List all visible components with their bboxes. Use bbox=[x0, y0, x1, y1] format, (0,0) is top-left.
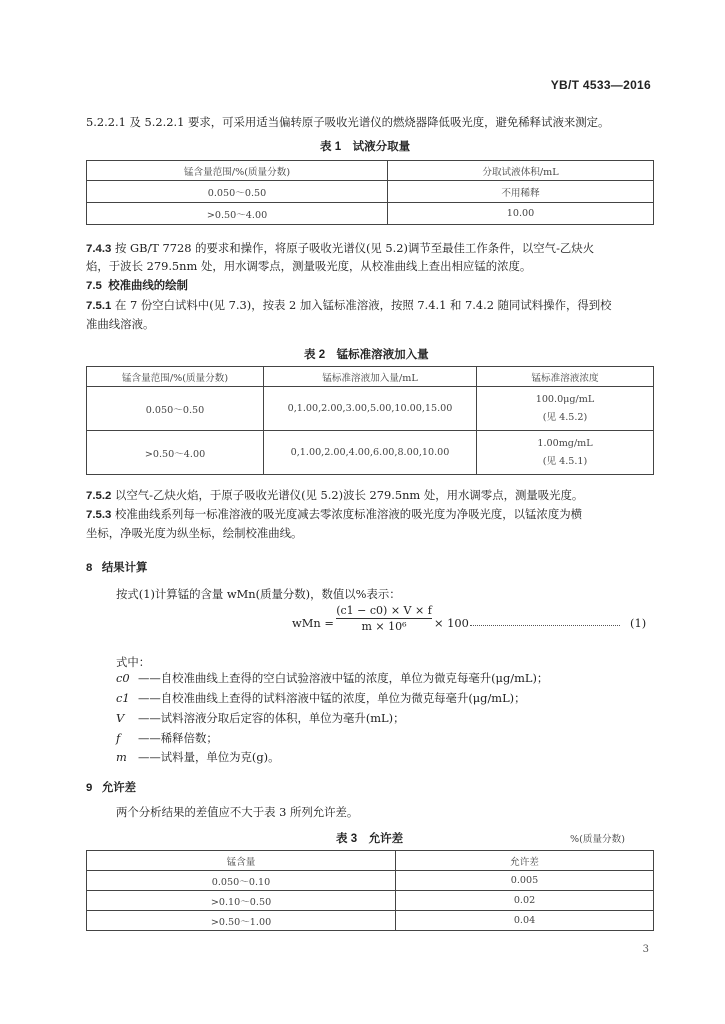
formula-numerator: (c1 − c0) × V × f bbox=[336, 604, 432, 617]
para-753-line1: 7.5.3 校准曲线系列每一标准溶液的吸光度减去零浓度标准溶液的吸光度为净吸光度，以锰浓度为横 bbox=[86, 507, 582, 521]
table3-unit: %(质量分数) bbox=[570, 834, 625, 845]
table3-cell: 0.005 bbox=[396, 871, 654, 891]
table2-cell-conc: 1.00mg/mL (见 4.5.1) bbox=[477, 431, 654, 475]
table2-cell-range: 0.050～0.50 bbox=[87, 387, 264, 431]
table2-title: 表 2 锰标准溶液加入量 bbox=[304, 349, 429, 361]
table2-cell-volumes: 0,1.00,2.00,4.00,6.00,8.00,10.00 bbox=[264, 431, 477, 475]
formula-tail: × 100 bbox=[434, 616, 469, 630]
table2-cell-volumes: 0,1.00,2.00,3.00,5.00,10.00,15.00 bbox=[264, 387, 477, 431]
table3-cell: 0.02 bbox=[396, 891, 654, 911]
table1-cell: 不用稀释 bbox=[388, 181, 654, 203]
para-751-line1: 7.5.1 在 7 份空白试料中(见 7.3)，按表 2 加入锰标准溶液，按照 7.4.1 和 7.4.2 随同试料操作，得到校 bbox=[86, 298, 612, 312]
page-number: 3 bbox=[642, 944, 649, 955]
formula-leader-dots bbox=[470, 625, 620, 626]
para-743-line2: 焰，于波长 279.5nm 处，用水调零点，测量吸光度，从校准曲线上查出相应锰的浓度。 bbox=[86, 259, 532, 273]
fraction-bar bbox=[336, 618, 432, 619]
formula-number: (1) bbox=[630, 616, 647, 630]
table3-cell: 0.04 bbox=[396, 911, 654, 931]
para-752: 7.5.2 以空气-乙炔火焰，于原子吸收光谱仪(见 5.2)波长 279.5nm 处，用水调零点，测量吸光度。 bbox=[86, 488, 584, 502]
formula-lhs: wMn = bbox=[292, 616, 334, 630]
para-8: 按式(1)计算锰的含量 wMn(质量分数)，数值以%表示： bbox=[116, 587, 401, 601]
table1-title: 表 1 试液分取量 bbox=[320, 141, 411, 153]
table2-cell-conc: 100.0μg/mL (见 4.5.2) bbox=[477, 387, 654, 431]
intro-line: 5.2.2.1 及 5.2.2.1 要求，可采用适当偏转原子吸收光谱仪的燃烧器降低吸光度，避免稀释试液来测定。 bbox=[86, 115, 610, 129]
table3-title: 表 3 允许差 bbox=[336, 833, 404, 845]
para-752-number: 7.5.2 bbox=[86, 490, 112, 502]
where-item: c0 ——自校准曲线上查得的空白试验溶液中锰的浓度，单位为微克每毫升(μg/mL)； bbox=[116, 671, 549, 685]
para-753-line2: 坐标，净吸光度为纵坐标，绘制校准曲线。 bbox=[86, 526, 303, 540]
where-item: f ——稀释倍数； bbox=[116, 731, 218, 745]
table3 bbox=[86, 850, 654, 931]
where-item: V ——试料溶液分取后定容的体积，单位为毫升(mL)； bbox=[116, 711, 405, 725]
table3-header-content: 锰含量 bbox=[87, 851, 396, 871]
table2-header-volume: 锰标准溶液加入量/mL bbox=[264, 367, 477, 387]
table3-cell: >0.50～1.00 bbox=[87, 911, 396, 931]
table2-cell-range: >0.50～4.00 bbox=[87, 431, 264, 475]
formula-denominator: m × 10⁶ bbox=[361, 620, 407, 633]
section-7-5-heading: 7.5 校准曲线的绘制 bbox=[86, 280, 188, 292]
table1-header-volume: 分取试液体积/mL bbox=[388, 161, 654, 181]
table1 bbox=[86, 160, 654, 225]
para-743-number: 7.4.3 bbox=[86, 243, 112, 255]
table2-header-range: 锰含量范围/%(质量分数) bbox=[87, 367, 264, 387]
section-9-heading: 9 允许差 bbox=[86, 782, 137, 794]
para-751-number: 7.5.1 bbox=[86, 300, 112, 312]
para-743-line1: 7.4.3 按 GB/T 7728 的要求和操作，将原子吸收光谱仪(见 5.2)调节至最佳工作条件，以空气-乙炔火 bbox=[86, 241, 595, 255]
table3-header-tolerance: 允许差 bbox=[396, 851, 654, 871]
section-8-heading: 8 结果计算 bbox=[86, 562, 148, 574]
para-9: 两个分析结果的差值应不大于表 3 所列允许差。 bbox=[116, 805, 359, 819]
table1-cell: 0.050～0.50 bbox=[87, 181, 388, 203]
table3-cell: 0.050～0.10 bbox=[87, 871, 396, 891]
table1-cell: >0.50～4.00 bbox=[87, 203, 388, 225]
table3-cell: >0.10～0.50 bbox=[87, 891, 396, 911]
formula-fraction bbox=[336, 604, 432, 633]
para-751-line2: 准曲线溶液。 bbox=[86, 317, 155, 331]
table2 bbox=[86, 366, 654, 475]
document-number: YB/T 4533—2016 bbox=[550, 78, 651, 92]
table1-cell: 10.00 bbox=[388, 203, 654, 225]
table2-header-conc: 锰标准溶液浓度 bbox=[477, 367, 654, 387]
table1-header-range: 锰含量范围/%(质量分数) bbox=[87, 161, 388, 181]
where-item: c1 ——自校准曲线上查得的试料溶液中锰的浓度，单位为微克每毫升(μg/mL)； bbox=[116, 691, 526, 705]
where-item: m ——试料量，单位为克(g)。 bbox=[116, 750, 280, 764]
where-intro: 式中： bbox=[116, 655, 151, 669]
para-753-number: 7.5.3 bbox=[86, 509, 112, 521]
